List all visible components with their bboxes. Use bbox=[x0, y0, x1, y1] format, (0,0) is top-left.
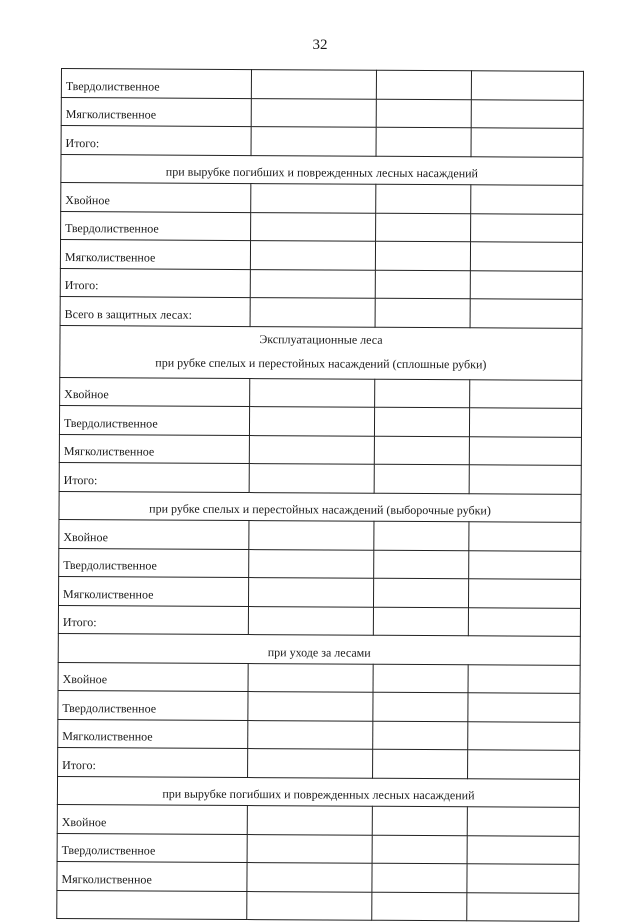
value-cell-2 bbox=[374, 550, 469, 579]
section-header-cell bbox=[57, 776, 579, 807]
row-label-cell: Всего в защитных лесах: bbox=[60, 296, 250, 326]
value-cell-1 bbox=[250, 378, 375, 407]
value-cell-3 bbox=[468, 579, 580, 608]
value-cell-3 bbox=[469, 436, 581, 465]
section-header-row bbox=[60, 325, 582, 380]
row-label-cell: Мягколиственное bbox=[59, 434, 249, 464]
table-row bbox=[60, 240, 582, 271]
table-row bbox=[61, 183, 583, 214]
value-cell-3 bbox=[468, 693, 580, 722]
row-label-cell: Хвойное bbox=[60, 377, 250, 407]
section-title: при уходе за лесами bbox=[267, 644, 371, 660]
value-cell-1 bbox=[251, 212, 376, 241]
section-title: при рубке спелых и перестойных насаждений (сплошные рубки) bbox=[155, 355, 487, 371]
table-row bbox=[59, 548, 581, 579]
value-cell-3 bbox=[469, 408, 581, 437]
value-cell-3 bbox=[468, 750, 580, 779]
value-cell-3 bbox=[470, 299, 582, 328]
row-label-cell: Твердолиственное bbox=[59, 548, 249, 578]
section-header-cell bbox=[58, 633, 580, 664]
table-row bbox=[57, 804, 579, 835]
section-title: Эксплуатационные леса bbox=[259, 331, 383, 347]
table-row bbox=[61, 69, 583, 100]
value-cell-3 bbox=[471, 99, 583, 128]
value-cell-1 bbox=[248, 606, 373, 635]
value-cell-1 bbox=[249, 435, 374, 464]
table-row bbox=[60, 268, 582, 299]
section-header-cell bbox=[61, 154, 583, 185]
table-row bbox=[58, 690, 580, 721]
value-cell-2 bbox=[376, 213, 471, 242]
value-cell-3 bbox=[467, 864, 579, 893]
value-cell-3 bbox=[470, 270, 582, 299]
table-row bbox=[58, 662, 580, 693]
value-cell-1 bbox=[248, 663, 373, 692]
value-cell-2 bbox=[375, 379, 470, 408]
value-cell-3 bbox=[468, 607, 580, 636]
row-label-cell: Мягколиственное bbox=[57, 861, 247, 891]
row-label-cell: Итого: bbox=[58, 747, 248, 777]
value-cell-1 bbox=[250, 298, 375, 327]
value-cell-1 bbox=[248, 578, 373, 607]
row-label-cell: Твердолиственное bbox=[57, 833, 247, 863]
value-cell-3 bbox=[467, 892, 579, 921]
value-cell-2 bbox=[374, 521, 469, 550]
value-cell-3 bbox=[469, 522, 581, 551]
value-cell-2 bbox=[375, 298, 470, 327]
value-cell-1 bbox=[251, 70, 376, 99]
row-label-cell: Твердолиственное bbox=[59, 405, 249, 435]
value-cell-3 bbox=[471, 213, 583, 242]
row-label-cell: Хвойное bbox=[57, 804, 247, 834]
row-label-cell: Итого: bbox=[59, 462, 249, 492]
section-header-row bbox=[61, 154, 583, 185]
table-row bbox=[59, 434, 581, 465]
table-row bbox=[61, 126, 583, 157]
section-header-row bbox=[59, 491, 581, 522]
table-body bbox=[57, 69, 584, 922]
value-cell-2 bbox=[372, 892, 467, 921]
form-table bbox=[56, 68, 584, 922]
value-cell-2 bbox=[374, 436, 469, 465]
row-label-cell bbox=[57, 890, 247, 920]
table-row bbox=[57, 890, 579, 921]
row-label-cell: Мягколиственное bbox=[60, 240, 250, 270]
value-cell-2 bbox=[372, 806, 467, 835]
value-cell-3 bbox=[470, 379, 582, 408]
table-row bbox=[61, 97, 583, 128]
table-row bbox=[60, 296, 582, 327]
row-label-cell: Твердолиственное bbox=[58, 690, 248, 720]
row-label-cell: Мягколиственное bbox=[61, 97, 251, 127]
value-cell-3 bbox=[467, 807, 579, 836]
section-title: при вырубке погибших и поврежденных лесных насаждений bbox=[162, 786, 475, 803]
value-cell-1 bbox=[250, 241, 375, 270]
value-cell-1 bbox=[248, 749, 373, 778]
section-header-cell bbox=[60, 325, 582, 380]
value-cell-2 bbox=[373, 692, 468, 721]
row-label-cell: Твердолиственное bbox=[61, 211, 251, 241]
table-row bbox=[59, 519, 581, 550]
section-title: при рубке спелых и перестойных насаждений (выборочные рубки) bbox=[149, 501, 491, 518]
table-row bbox=[59, 405, 581, 436]
value-cell-2 bbox=[374, 464, 469, 493]
row-label-cell: Твердолиственное bbox=[61, 69, 251, 99]
value-cell-2 bbox=[373, 578, 468, 607]
value-cell-3 bbox=[470, 242, 582, 271]
value-cell-3 bbox=[471, 185, 583, 214]
table-row bbox=[59, 576, 581, 607]
value-cell-2 bbox=[376, 127, 471, 156]
table-row bbox=[58, 605, 580, 636]
row-label-cell: Итого: bbox=[61, 126, 251, 156]
value-cell-3 bbox=[469, 465, 581, 494]
row-label-cell: Хвойное bbox=[59, 519, 249, 549]
row-label-cell: Итого: bbox=[60, 268, 250, 298]
table-row bbox=[57, 861, 579, 892]
value-cell-1 bbox=[250, 269, 375, 298]
value-cell-3 bbox=[469, 550, 581, 579]
value-cell-1 bbox=[251, 184, 376, 213]
row-label-cell: Мягколиственное bbox=[58, 719, 248, 749]
table-row bbox=[60, 377, 582, 408]
value-cell-1 bbox=[249, 549, 374, 578]
value-cell-3 bbox=[471, 71, 583, 100]
value-cell-2 bbox=[376, 99, 471, 128]
table-row bbox=[58, 747, 580, 778]
value-cell-1 bbox=[249, 464, 374, 493]
value-cell-2 bbox=[376, 184, 471, 213]
value-cell-2 bbox=[372, 863, 467, 892]
value-cell-1 bbox=[248, 692, 373, 721]
value-cell-2 bbox=[373, 721, 468, 750]
value-cell-1 bbox=[247, 863, 372, 892]
value-cell-2 bbox=[372, 835, 467, 864]
value-cell-1 bbox=[251, 98, 376, 127]
page-number: 32 bbox=[312, 37, 328, 53]
value-cell-3 bbox=[468, 664, 580, 693]
row-label-cell: Хвойное bbox=[58, 662, 248, 692]
row-label-cell: Итого: bbox=[58, 605, 248, 635]
section-title: при вырубке погибших и поврежденных лесных насаждений bbox=[165, 164, 479, 181]
value-cell-2 bbox=[373, 749, 468, 778]
row-label-cell: Хвойное bbox=[61, 183, 251, 213]
value-cell-1 bbox=[247, 834, 372, 863]
value-cell-1 bbox=[251, 127, 376, 156]
value-cell-3 bbox=[468, 721, 580, 750]
value-cell-2 bbox=[374, 407, 469, 436]
value-cell-1 bbox=[249, 521, 374, 550]
value-cell-2 bbox=[373, 664, 468, 693]
value-cell-2 bbox=[375, 241, 470, 270]
value-cell-2 bbox=[375, 270, 470, 299]
value-cell-1 bbox=[249, 407, 374, 436]
value-cell-1 bbox=[247, 891, 372, 920]
value-cell-1 bbox=[247, 806, 372, 835]
row-label-cell: Мягколиственное bbox=[59, 576, 249, 606]
section-header-row bbox=[57, 776, 579, 807]
value-cell-3 bbox=[467, 835, 579, 864]
section-header-row bbox=[58, 633, 580, 664]
value-cell-2 bbox=[376, 70, 471, 99]
table-row bbox=[58, 719, 580, 750]
table-row bbox=[57, 833, 579, 864]
value-cell-2 bbox=[373, 607, 468, 636]
table-row bbox=[59, 462, 581, 493]
section-header-cell bbox=[59, 491, 581, 522]
table-row bbox=[61, 211, 583, 242]
value-cell-1 bbox=[248, 720, 373, 749]
value-cell-3 bbox=[471, 128, 583, 157]
